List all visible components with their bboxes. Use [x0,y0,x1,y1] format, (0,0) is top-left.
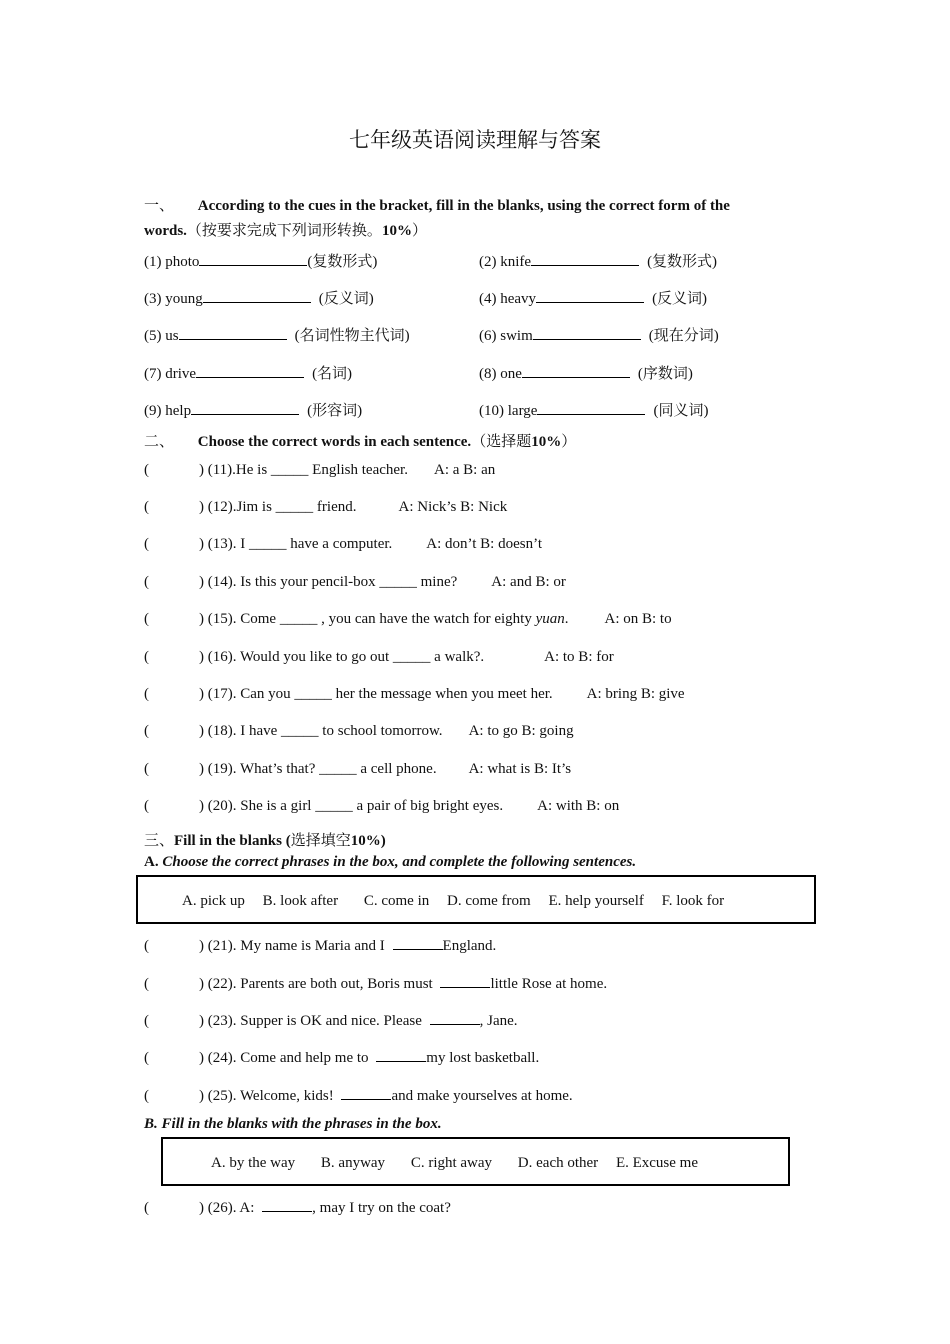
section1-number: 一、 [144,198,175,214]
section2-close: ） [561,434,577,450]
mc-item: ( ) (20). She is a girl _____ a pair of big bright eyes. A: with B: on [144,798,620,814]
fill-item: ( ) (21). My name is Maria and I England. [144,935,496,955]
phrase-option: A. pick up [182,893,245,909]
partA-instruction: Choose the correct phrases in the box, and complete the following sentences. [162,854,637,870]
answer-blank[interactable] [522,363,630,378]
mc-item: ( ) (12).Jim is _____ friend. A: Nick’s B: Nick [144,499,508,515]
mc-item: ( ) (11).He is _____ English teacher. A: a B: an [144,462,496,478]
fill-item: ( ) (22). Parents are both out, Boris must little Rose at home. [144,973,607,993]
word-item: (2) knife (复数形式) [479,250,717,271]
answer-paren[interactable]: ( [144,686,149,702]
answer-blank[interactable] [430,1010,480,1025]
partA-label: A. [144,854,159,870]
answer-blank[interactable] [179,325,287,340]
section2-heading [144,430,576,451]
answer-blank[interactable] [393,935,443,950]
phrase-box-a [136,875,816,924]
word-item: (7) drive (名词) [144,362,352,383]
word-item: (8) one (序数词) [479,362,693,383]
answer-paren[interactable]: ( [144,536,149,552]
answer-blank[interactable] [191,400,299,415]
section3-instruction: Fill in the blanks ( [174,833,291,849]
word-item: (10) large (同义词) [479,399,708,420]
phrase-option: C. come in [363,893,430,909]
fill-item: ( ) (23). Supper is OK and nice. Please , Jane. [144,1010,518,1030]
mc-item: ( ) (19). What’s that? _____ a cell phone. A: what is B: It’s [144,761,572,777]
section2-note: （选择题 [471,434,532,450]
word-item: (6) swim (现在分词) [479,324,719,345]
mc-item: ( ) (16). Would you like to go out _____ a walk?. A: to B: for [144,649,614,665]
phrase-option: C. right away [410,1155,493,1171]
answer-paren[interactable]: ( [144,649,149,665]
section3-note: 选择填空 [290,833,351,849]
mc-item: ( ) (14). Is this your pencil-box _____ mine? A: and B: or [144,574,566,590]
answer-blank[interactable] [203,288,311,303]
answer-paren[interactable]: ( [144,1088,149,1104]
phrase-option: F. look for [661,893,725,909]
section3-heading [144,829,386,850]
answer-blank[interactable] [537,400,645,415]
answer-paren[interactable]: ( [144,499,149,515]
section1-instruction-cont: words. [144,223,187,239]
phrase-option: A. by the way [211,1155,296,1171]
page-title: 七年级英语阅读理解与答案 [349,128,601,152]
section2-number: 二、 [144,434,175,450]
answer-paren[interactable]: ( [144,938,149,954]
section1-instruction: According to the cues in the bracket, fill in the blanks, using the correct form of the [197,198,730,214]
answer-paren[interactable]: ( [144,798,149,814]
answer-blank[interactable] [533,325,641,340]
fill-item: ( ) (26). A: , may I try on the coat? [144,1197,451,1217]
phrase-option: B. look after [262,893,339,909]
phrase-box-b [161,1137,790,1186]
partB-heading [144,1116,442,1133]
word-item: (9) help (形容词) [144,399,362,420]
phrase-option: E. help yourself [548,893,644,909]
answer-blank[interactable] [199,251,307,266]
section1-heading [144,194,730,215]
fill-item: ( ) (25). Welcome, kids! and make yourselves at home. [144,1085,573,1105]
answer-blank[interactable] [376,1047,426,1062]
answer-paren[interactable]: ( [144,1013,149,1029]
mc-item: ( ) (13). I _____ have a computer. A: don’t B: doesn’t [144,536,542,552]
word-item: (3) young (反义词) [144,287,374,308]
section3-score: 10%) [350,833,386,849]
answer-paren[interactable]: ( [144,1050,149,1066]
answer-blank[interactable] [531,251,639,266]
mc-item: ( ) (17). Can you _____ her the message when you meet her. A: bring B: give [144,686,685,702]
mc-item: ( ) (18). I have _____ to school tomorrow. A: to go B: going [144,723,574,739]
section1-heading-line2 [144,219,427,240]
section2-score: 10% [531,434,562,450]
section1-score: 10% [381,223,412,239]
section2-instruction: Choose the correct words in each sentence. [197,434,472,450]
phrase-option: D. come from [446,893,531,909]
answer-paren[interactable]: ( [144,462,149,478]
answer-blank[interactable] [440,973,490,988]
answer-blank[interactable] [196,363,304,378]
word-item: (1) photo (复数形式) [144,250,377,271]
answer-blank[interactable] [341,1085,391,1100]
word-item: (5) us (名词性物主代词) [144,324,410,345]
answer-paren[interactable]: ( [144,976,149,992]
answer-paren[interactable]: ( [144,1200,149,1216]
answer-paren[interactable]: ( [144,611,149,627]
partB-instruction: Fill in the blanks with the phrases in the box. [161,1116,442,1132]
section3-number: 三、 [144,833,175,849]
mc-item: ( ) (15). Come _____ , you can have the watch for eighty yuan. A: on B: to [144,611,672,627]
answer-blank[interactable] [536,288,644,303]
answer-paren[interactable]: ( [144,723,149,739]
fill-item: ( ) (24). Come and help me to my lost basketball. [144,1047,539,1067]
answer-blank[interactable] [262,1197,312,1212]
answer-paren[interactable]: ( [144,574,149,590]
word-item: (4) heavy (反义词) [479,287,707,308]
phrase-option: D. each other [517,1155,599,1171]
answer-paren[interactable]: ( [144,761,149,777]
partA-heading [144,854,636,871]
phrase-option: E. Excuse me [615,1155,698,1171]
section1-note: （按要求完成下列词形转换。 [186,223,382,239]
section1-close: ） [411,223,427,239]
partB-label: B. [144,1116,158,1132]
phrase-option: B. anyway [320,1155,386,1171]
